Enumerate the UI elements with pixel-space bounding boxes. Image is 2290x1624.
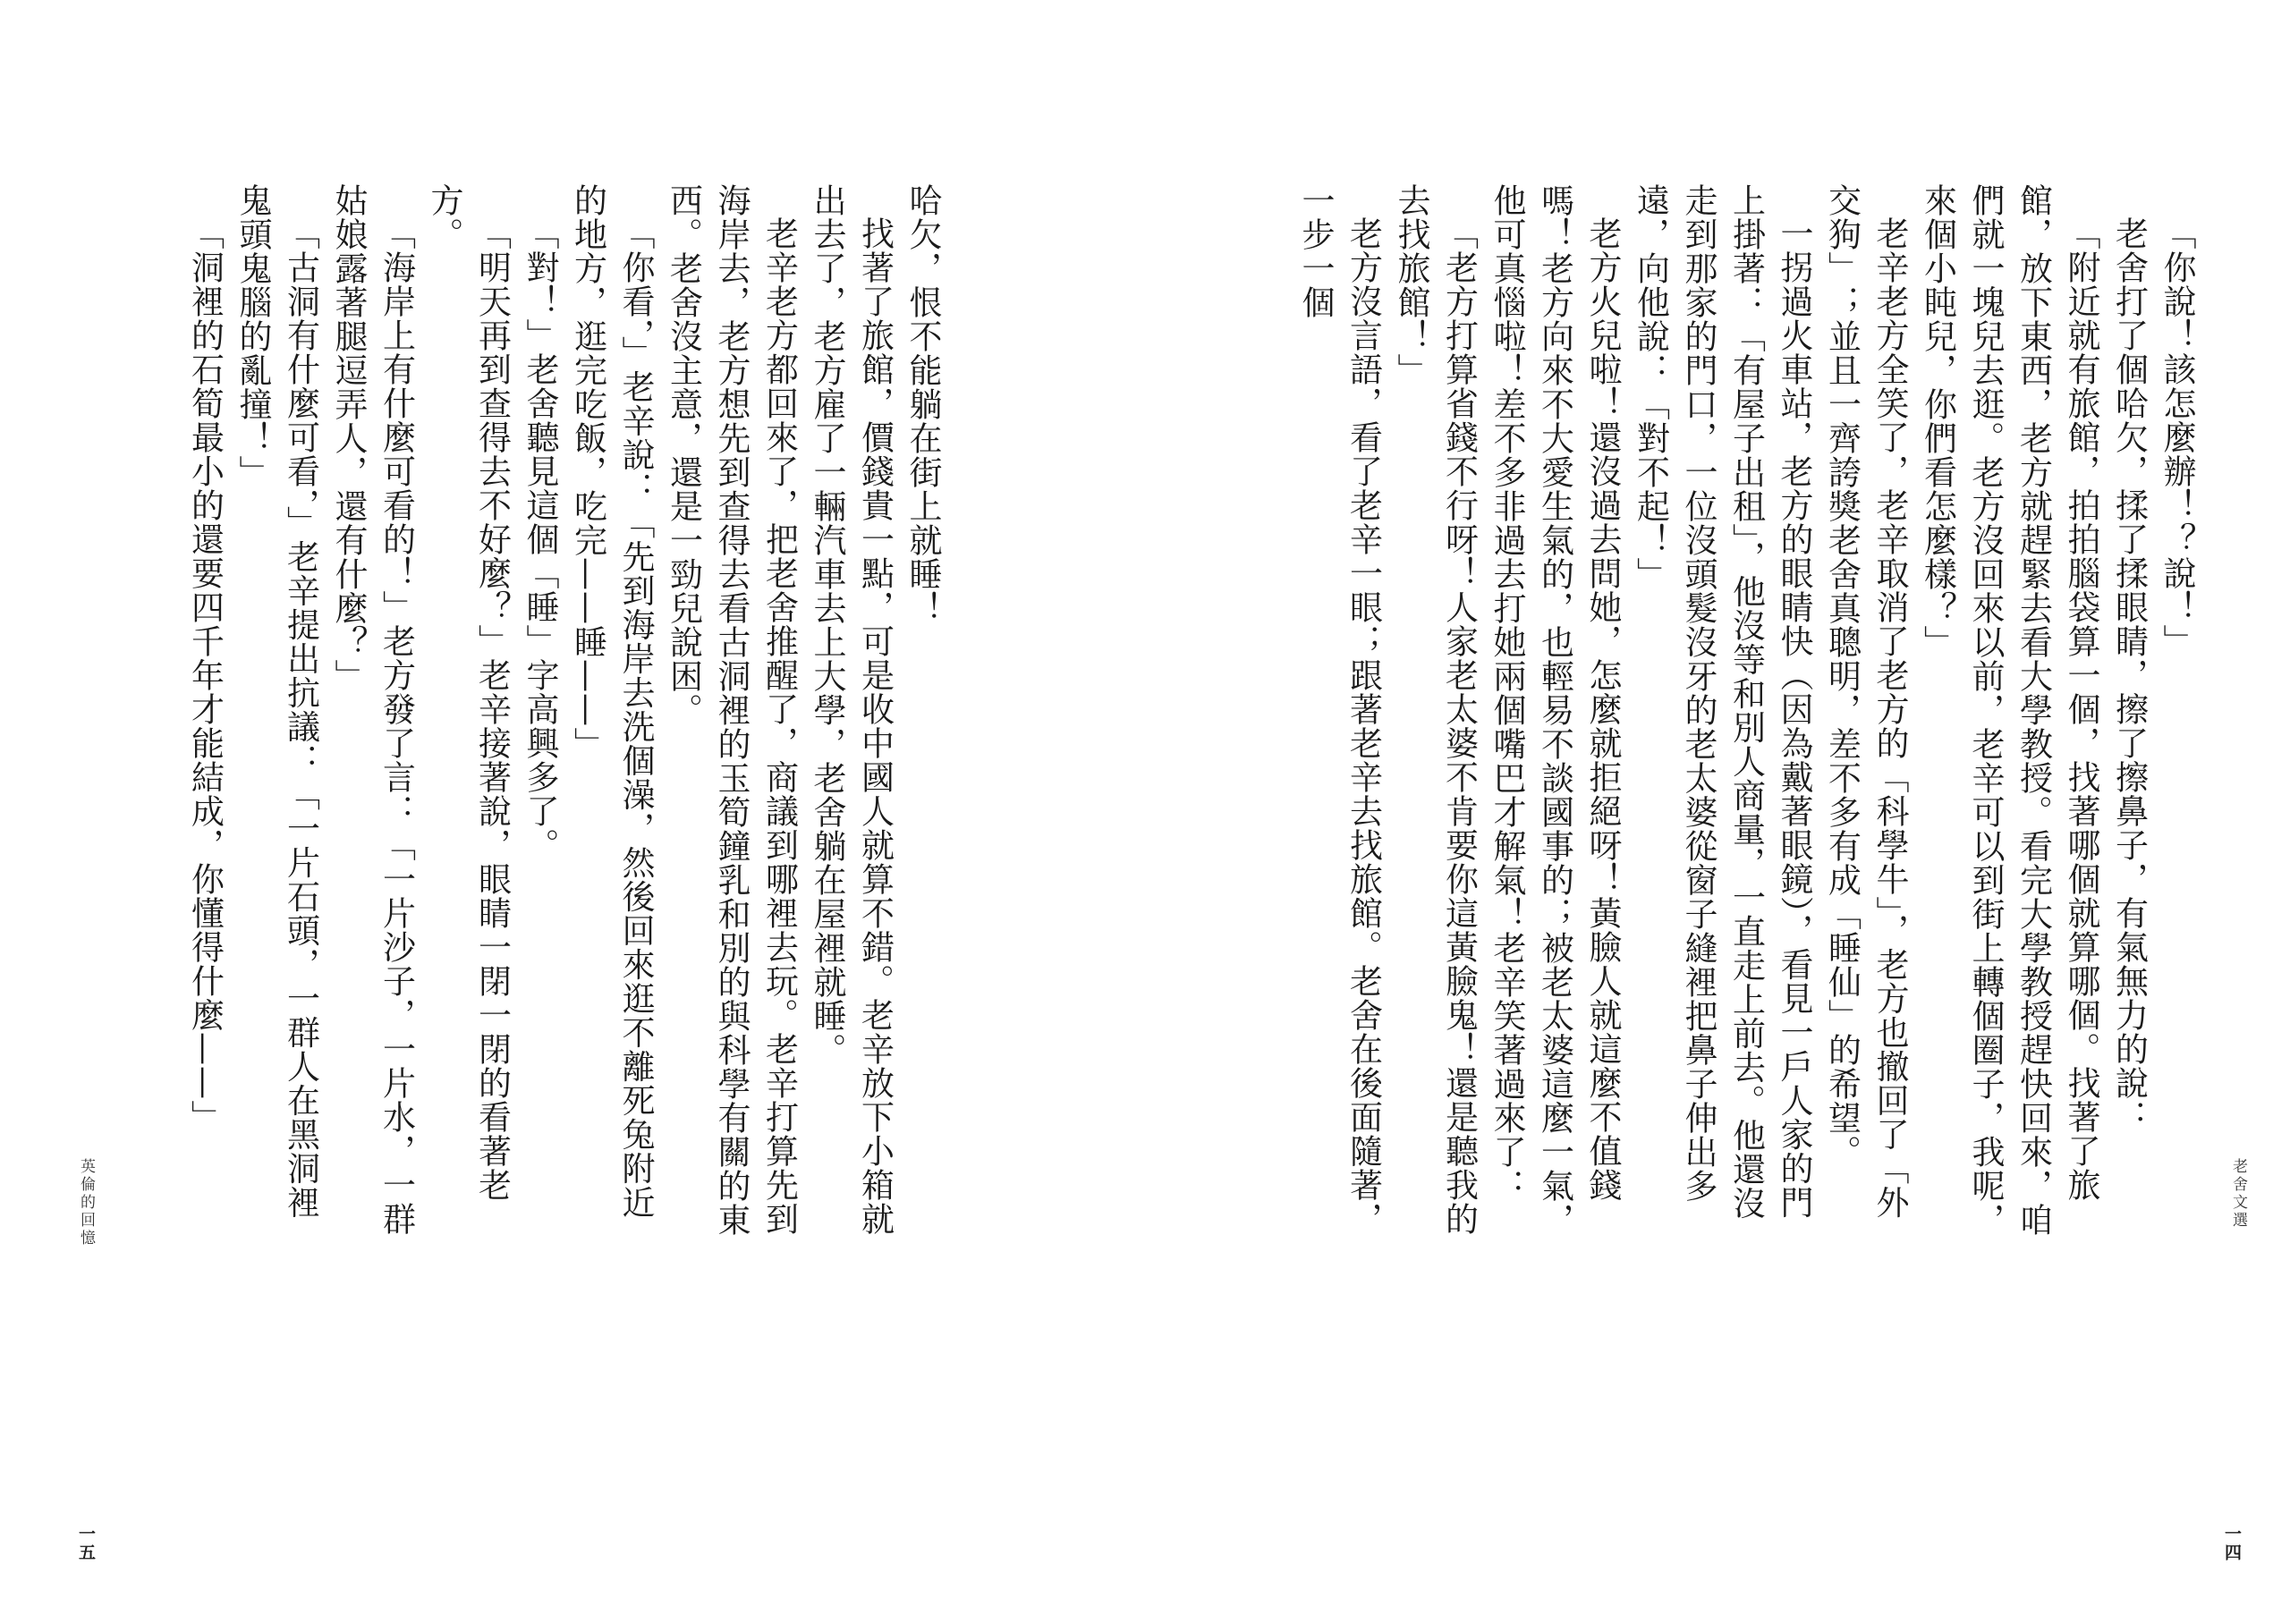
paragraph: 「你說！該怎麼辦！？說！」 xyxy=(2158,216,2196,658)
paragraph: 老辛老方都回來了，把老舍推醒了，商議到哪裡去玩。老辛打算先到海岸去，老方想先到查得去看古洞裡的玉筍鐘乳和別的與科學有關的東西。老舍沒主意，還是一勁兒說困。 xyxy=(664,183,799,1237)
paragraph: 「洞裡的石筍最小的還要四千年才能結成，你懂得什麼——」 xyxy=(185,216,225,1134)
paragraph: 一拐過火車站，老方的眼睛快（因為戴著眼鏡），看見一戶人家的門上掛著：「有屋子出租」，他沒等和別人商量，一直走上前去。他還沒走到那家的門口，一位沒頭髮沒牙的老太婆從窗子縫裡把鼻子伸出多遠，向他說：「對不起！」 xyxy=(1631,183,1813,1221)
paragraph: 「對！」老舍聽見這個「睡」字高興多了。 xyxy=(521,216,559,862)
paragraph: 「附近就有旅館，拍拍腦袋算一個，找著哪個就算哪個。找著了旅館，放下東西，老方就趕緊去看大學教授。看完大學教授趕快回來，咱們就一塊兒去逛。老方沒回來以前，老辛可以到街上轉個圈子，我呢，來個小盹兒，你們看怎麼樣？」 xyxy=(1918,183,2100,1237)
paragraph: 老方沒言語，看了老辛一眼；跟著老辛去找旅館。老舍在後面隨著，一步一個 xyxy=(1296,183,1383,1236)
paragraph: 老方火兒啦！還沒過去問她，怎麼就拒絕呀！黃臉人就這麼不值錢嗎！老方向來不大愛生氣的，也輕易不談國事的；被老太婆這麼一氣，他可真惱啦！差不多非過去打她兩個嘴巴才解氣！老辛笑著過來了： xyxy=(1488,183,1622,1237)
running-title: 老舍文選 xyxy=(2229,1158,2247,1230)
paragraph: 「海岸上有什麼可看的！」老方發了言：「一片沙子，一片水，一群姑娘露著腿逗弄人，還有什麼？」 xyxy=(329,183,416,1236)
running-title: 英倫的回憶 xyxy=(77,1158,95,1248)
paragraph: 「明天再到查得去不好麼？」老辛接著說，眼睛一閉一閉的看著老方。 xyxy=(425,183,512,1202)
paragraph: 老舍打了個哈欠，揉了揉眼睛，擦了擦鼻子，有氣無力的說： xyxy=(2109,216,2149,1134)
paragraph: 「古洞有什麼可看，」老辛提出抗議：「一片石頭，一群人在黑洞裡鬼頭鬼腦的亂撞！」 xyxy=(233,183,320,1220)
paragraph: 「老方打算省錢不行呀！人家老太婆不肯要你這黃臉鬼！還是聽我的去找旅館！」 xyxy=(1392,183,1479,1236)
page-number: 一五 xyxy=(76,1525,96,1562)
page-number: 一四 xyxy=(2222,1525,2242,1562)
paragraph: 老辛老方全笑了，老辛取消了老方的「科學牛」，老方也撤回了「外交狗」；並且一齊誇獎老舍真聰明，差不多有成「睡仙」的希望。 xyxy=(1822,183,1909,1220)
right-page xyxy=(1145,0,2290,1624)
paragraph: 找著了旅館，價錢貴一點，可是收中國人就算不錯。老辛放下小箱就出去了，老方雇了一輛汽車去上大學，老舍躺在屋裡就睡。 xyxy=(808,183,895,1236)
paragraph: 哈欠，恨不能躺在街上就睡！ xyxy=(903,183,942,625)
right-page-text xyxy=(1296,183,2201,1243)
paragraph: 「你看，」老辛說：「先到海岸去洗個澡，然後回來逛不離死兔附近的地方，逛完吃飯，吃完——睡——」 xyxy=(568,183,655,1220)
left-page-text xyxy=(185,183,946,1243)
